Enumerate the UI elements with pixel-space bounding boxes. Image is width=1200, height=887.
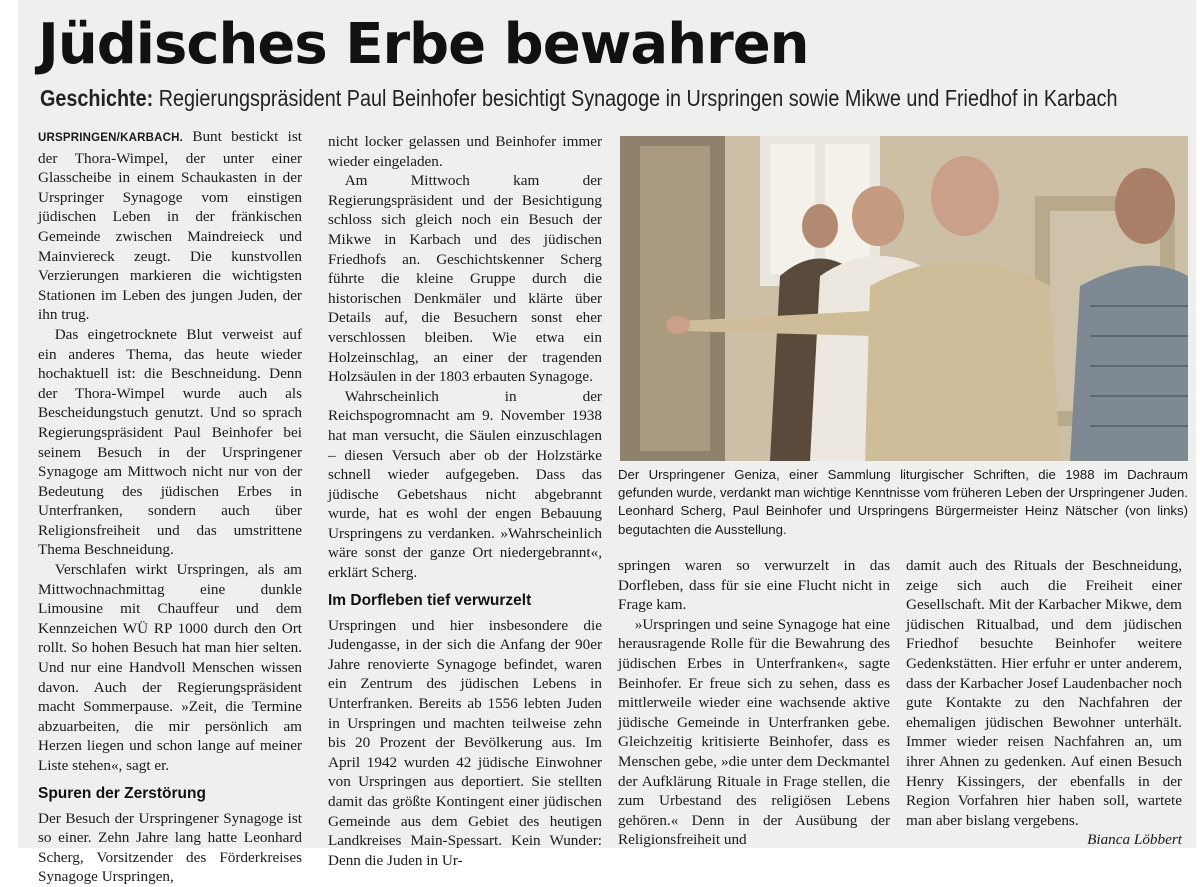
subheadline-text: Regierungspräsident Paul Beinhofer besichtigt Synagoge in Urspringen sowie Mikwe und Friedhof in Karbach [158, 85, 1118, 111]
paragraph: Verschlafen wirkt Urspringen, als am Mittwochnachmittag eine dunkle Limousine mit Chauffeur und dem Kennzeichen WÜ RP 1000 durch den Ort rollt. So hohen Besuch hat man hier selten. Und nur eine Handvoll Menschen wissen davon. Auch der Regierungspräsident macht Sommerpause. »Zeit, die Termine abzuarbeiten, die mir persönlich am Herzen liegen und schon lange auf meiner Liste stehen«, sagt er. [38, 561, 302, 774]
subheadline [40, 85, 1118, 112]
article-column-1 [38, 127, 302, 887]
dateline: URSPRINGEN/KARBACH. [38, 132, 184, 144]
section-heading: Spuren der Zerstörung [38, 784, 206, 802]
paragraph: »Urspringen und seine Synagoge hat eine herausragende Rolle für die Bewahrung des jüdischen Erbes in Unterfranken«, sagte Beinhofer. Er freue sich zu sehen, dass es mittlerweile wieder eine wachsende aktive jüdische Gemeinde in Unterfranken gebe. Gleichzeitig kritisierte Beinhofer, dass es Menschen gebe, »die unter dem Deckmantel der Aufklärung Rituale in Frage stellen, die zum Urbestand des religiösen Lebens gehören.« Denn in der Ausübung der Religionsfreiheit und [618, 615, 890, 849]
headline: Jüdisches Erbe bewahren [38, 12, 809, 77]
newspaper-clipping [18, 0, 1196, 886]
exhibition-photo-illustration [620, 136, 1188, 461]
lead-text: Bunt bestickt ist der Thora-Wimpel, der unter einer Glasscheibe in einem Schaukasten in der Urspringer Synagoge vom einstigen jüdischen Leben in der fränkischen Gemeinde zwischen Maindreieck und Mainviereck zeugt. Die kunstvollen Verzierungen markieren die wichtigsten Stationen im Leben des jungen Juden, der ihn trug. [38, 128, 303, 324]
article-column-4 [906, 556, 1182, 850]
paragraph: Wahrscheinlich in der Reichspogromnacht am 9. November 1938 hat man versucht, die Säulen einzuschlagen – diesen Versuch aber ob der Holzstärke schnell wieder aufgegeben. Dass das jüdische Gebetshaus nicht abgebrannt wurde, hat es wohl der engen Bebauung Urspringens zu verdanken. »Wahrscheinlich wäre sonst der ganze Ort niedergebrannt«, erklärt Scherg. [328, 387, 602, 582]
paragraph: Der Besuch der Urspringener Synagoge ist so einer. Zehn Jahre lang hatte Leonhard Scherg, Vorsitzender des Förderkreises Synagoge Urspringen, [38, 809, 302, 886]
paragraph: Am Mittwoch kam der Regierungspräsident und der Besichtigung schloss sich gleich noch ein Besuch der Mikwe in Karbach und des jüdischen Friedhofs an. Geschichtskenner Scherg führte die kleine Gruppe durch die historischen Denkmäler und klärte über Details auf, die Besuchern sonst eher verschlossen bleiben. Wie etwa ein Holzeinschlag, an einer der tragenden Holzsäulen in der 1803 erbauten Synagoge. [328, 172, 602, 386]
subheadline-kicker: Geschichte: [40, 85, 154, 111]
lead-paragraph [38, 127, 302, 325]
paragraph: springen waren so verwurzelt in das Dorfleben, dass für sie eine Flucht nicht in Frage kam. [618, 557, 890, 614]
article-column-3 [618, 556, 890, 850]
paragraph: Urspringen und hier insbesondere die Judengasse, in der sich die Anfang der 90er Jahre renovierte Synagoge befindet, waren ein Zentrum des jüdischen Lebens in Unterfranken. Bereits ab 1556 lebten Juden in Urspringen und machten teilweise zehn bis 20 Prozent der Bevölkerung aus. Im April 1942 wurden 42 jüdische Einwohner von Urspringen aus deportiert. Sie stellten damit das größte Kontingent einer jüdischen Gemeinde aus dem Gebiet des heutigen Landkreises Main-Spessart. Kein Wunder: Denn die Juden in Ur- [328, 616, 602, 869]
article-column-2 [328, 132, 602, 870]
paragraph: damit auch des Rituals der Beschneidung, zeige sich auch die Freiheit einer Gesellschaft. Mit der Karbacher Mikwe, dem jüdischen Ritualbad, und dem jüdischen Friedhof besuchte Beinhofer weitere Gedenkstätten. Hier erfuhr er unter anderem, dass der Karbacher Josef Laudenbacher noch gute Kontakte zu den Nachfahren der ehemaligen jüdischen Bewohner unterhält. Immer wieder reisen Nachfahren an, um ihrer Ahnen zu gedenken. Auf einen Besuch Henry Kissingers, der ebenfalls in der Region Vorfahren hier haben soll, wartete man aber bislang vergebens. [906, 557, 1182, 829]
section-heading: Im Dorfleben tief verwurzelt [328, 591, 532, 609]
paragraph: nicht locker gelassen und Beinhofer immer wieder eingeladen. [328, 133, 602, 170]
paragraph: Das eingetrocknete Blut verweist auf ein anderes Thema, das heute wieder hochaktuell ist: die Beschneidung. Denn der Thora-Wimpel wurde auch als Bescheidungstuch genutzt. Und so sprach Regierungspräsident Paul Beinhofer bei seinem Besuch in der Urspringener Synagoge am Mittwoch nicht nur von der Bedeutung des jüdischen Erbes in Unterfranken, sondern auch über Religionsfreiheit und das umstrittene Thema Beschneidung. [38, 325, 302, 559]
author-byline: Bianca Löbbert [1087, 831, 1182, 849]
news-photo [620, 136, 1188, 461]
photo-caption: Der Urspringener Geniza, einer Sammlung liturgischer Schriften, die 1988 im Dachraum gefunden wurde, verdankt man wichtige Kenntnisse vom früheren Leben der Urspringener Juden. Leonhard Scherg, Paul Beinhofer und Urspringens Bürgermeister Heinz Nätscher (von links) begutachten die Ausstellung. [618, 467, 1188, 537]
